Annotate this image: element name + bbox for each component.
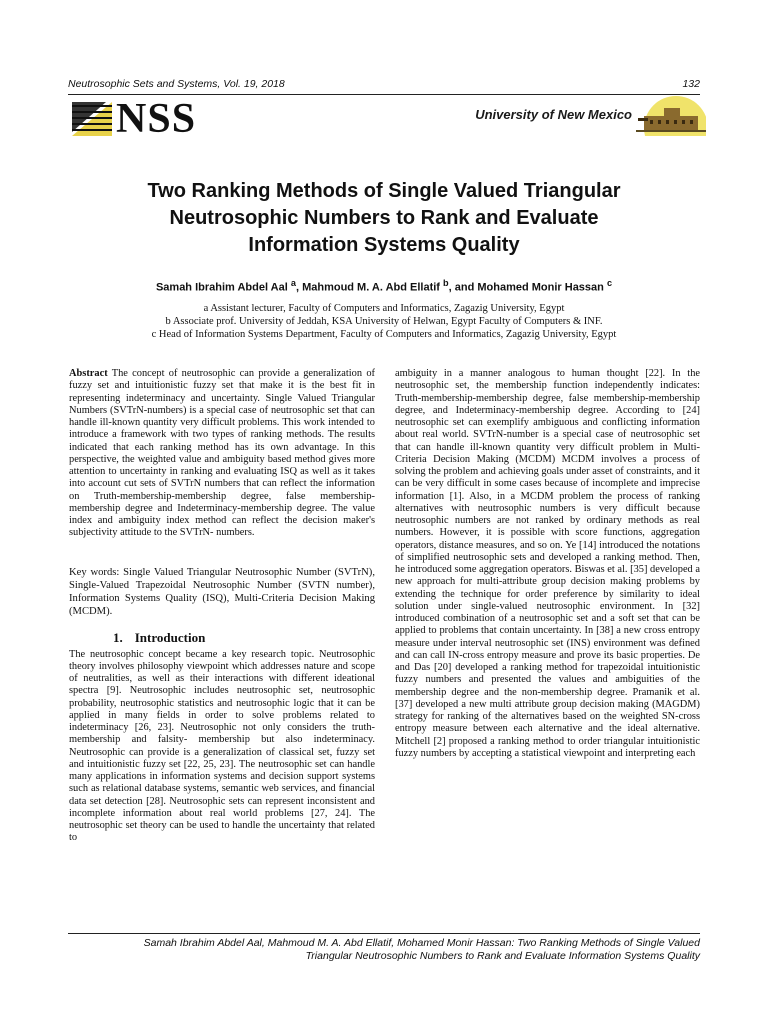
- affiliations: [84, 302, 684, 341]
- author-name: Mahmoud M. A. Abd Ellatif: [302, 281, 440, 294]
- right-column: [395, 368, 700, 760]
- title-line: Information Systems Quality: [248, 234, 520, 256]
- section-heading-introduction: [113, 632, 375, 644]
- abstract-text: The concept of neutrosophic can provide a generalization of fuzzy set and intuitionistic fuzzy set that make it is the best fit in representing indeterminacy and uncertainty. Single Valued Triangular Numbers (SVTrN-numbers) is a special case of neutrosophic set that can handle ill-known quantity very difficult problems. This work intended to introduce a framework with two types of ranking methods. The results indicated that each ranking method has its own advantage. In this perspective, the weighted value and ambiguity based method gives more attention to uncertainty in ranking and evaluating ISQ as well as it takes into account cut sets of SVTrN numbers that can reflect the information on Truth-membership-membership degree, false membership-membership degree and Indeterminacy-membership degree. The value index and ambiguity index method can reflect the decision maker's subjectivity attitude to the SVTrN- numbers.: [69, 368, 375, 539]
- running-head: [68, 78, 700, 92]
- journal-logo: [72, 96, 222, 142]
- paper-title: [84, 178, 684, 259]
- logo-text: NSS: [116, 96, 197, 142]
- author-affiliation-mark: c: [606, 278, 613, 288]
- footer-line: Triangular Neutrosophic Numbers to Rank and Evaluate Information Systems Quality: [305, 950, 700, 962]
- affiliation-line: a Assistant lecturer, Faculty of Computers and Informatics, Zagazig University, Egypt: [203, 303, 565, 314]
- footer-line: Samah Ibrahim Abdel Aal, Mahmoud M. A. Abd Ellatif, Mohamed Monir Hassan: Two Ranking Methods of Single Valued: [143, 937, 700, 949]
- title-line: Neutrosophic Numbers to Rank and Evaluate: [169, 207, 599, 229]
- page-number: 132: [682, 78, 700, 90]
- author-name: Mohamed Monir Hassan: [477, 281, 604, 294]
- section-number: 1.: [113, 630, 123, 646]
- keywords: Key words: Single Valued Triangular Neutrosophic Number (SVTrN), Single-Valued Trapezoidal Neutrosophic Number (SVTN number), Information Systems Quality (ISQ), Multi-Criteria Decision Making (MCDM).: [69, 566, 375, 618]
- page-footer: [68, 937, 700, 963]
- university-name: University of New Mexico: [475, 107, 632, 122]
- author-separator: ,: [295, 281, 303, 294]
- header-rule: [68, 94, 700, 95]
- affiliation-line: b Associate prof. University of Jeddah, KSA University of Helwan, Egypt Faculty of Computers & INF.: [165, 316, 603, 327]
- introduction-text: [69, 649, 375, 845]
- abstract: [69, 368, 375, 540]
- body-paragraph: ambiguity in a manner analogous to human thought [22]. In the neutrosophic set, the membership function independently indicates: Truth-membership-membership degree, false membership-membership degree, and Indeterminacy-membership degree. According to [24] neutrosophic set can exemplify ambiguous and conflicting information about real world. SVTrN-number is a special case of neutrosophic set that can handle ill-known quantity very difficult problem in Multi-Criteria Decision Making (MCDM) MCDM involves a process of solving the problem and achieving goals under asset of constraints, and it can be very difficult in some cases because of incomplete and imprecise information [1]. Also, in a MCDM problem the process of ranking alternatives with neutrosophic numbers is very difficult because neutrosophic numbers are not ranked by ordinary methods as real numbers. However, it is possible with score functions, aggregation operators, distance measures, and so on. Ye [14] introduced the notations of simplified neutrosophic sets and developed a ranking method. Then, he introduced some aggregation operators. Biswas et al. [35] developed a new approach for multi-attribute group decision making problems by extending the technique for order preference by similarity to ideal solution under single-valued neutrosophic environment. In [32] introduced combination of a neutrosophic set and a soft set that can be applied to problems that contain uncertainty. In [38] a new cross entropy measure under interval neutrosophic set (INS) environment was defined and can call IN-cross entropy measure and prove its basic properties. De and Das [20] developed a ranking method for trapezoidal intuitionistic fuzzy numbers and presented the values and ambiguities of the membership degree and the non-membership degree. Pramanik et al. [37] developed a new multi attribute group decision making (MAGDM) strategy for ranking of the alternatives based on the weighted SN-cross entropy measure between each alternative and the ideal alternative. Mitchell [2] proposed a ranking method to order triangular intuitionistic fuzzy numbers by accepting a statistical viewpoint and interpreting each: [395, 368, 700, 759]
- author-name: Samah Ibrahim Abdel Aal: [155, 281, 288, 294]
- section-title: Introduction: [134, 630, 206, 646]
- title-line: Two Ranking Methods of Single Valued Triangular: [147, 180, 621, 202]
- footer-rule: [68, 933, 700, 934]
- body-paragraph: The neutrosophic concept became a key research topic. Neutrosophic theory involves philosophy viewpoint which addresses nature and scope of neutralities, as well as their interactions with different ideational spectra [9]. Neutrosophic includes neutrosophic set, neutrosophic probability, neutrosophic statistics and neutrosophic logic that it can be applied in many fields in order to solve problems related to indeterminacy [26, 23]. Neutrosophic not only considers the truth-membership and falsity- membership but also indeterminacy. Neutrosophic can provide is a generalization of classical set, fuzzy set and intuitionistic fuzzy set [22, 25, 23]. The neutrosophic set can handle many applications in information systems and decision support systems such as relational database systems, semantic web services, and financial data set detection [28]. Neutrosophic sets can represent inconsistent and incomplete information about real world problems [27, 24]. The neutrosophic set theory can be used to handle the uncertainty that related to: [69, 648, 375, 844]
- author-affiliation-mark: a: [290, 278, 296, 288]
- journal-citation: Neutrosophic Sets and Systems, Vol. 19, 2018: [68, 78, 285, 90]
- author-list: [84, 278, 684, 294]
- author-affiliation-mark: b: [443, 278, 449, 288]
- left-column: [69, 368, 375, 845]
- abstract-label: Abstract: [69, 368, 108, 379]
- author-separator: , and: [448, 281, 478, 294]
- university-building-icon: [636, 96, 706, 136]
- nss-logo-icon: [72, 102, 112, 136]
- affiliation-line: c Head of Information Systems Department, Faculty of Computers and Informatics, Zagazig University, Egypt: [151, 329, 617, 340]
